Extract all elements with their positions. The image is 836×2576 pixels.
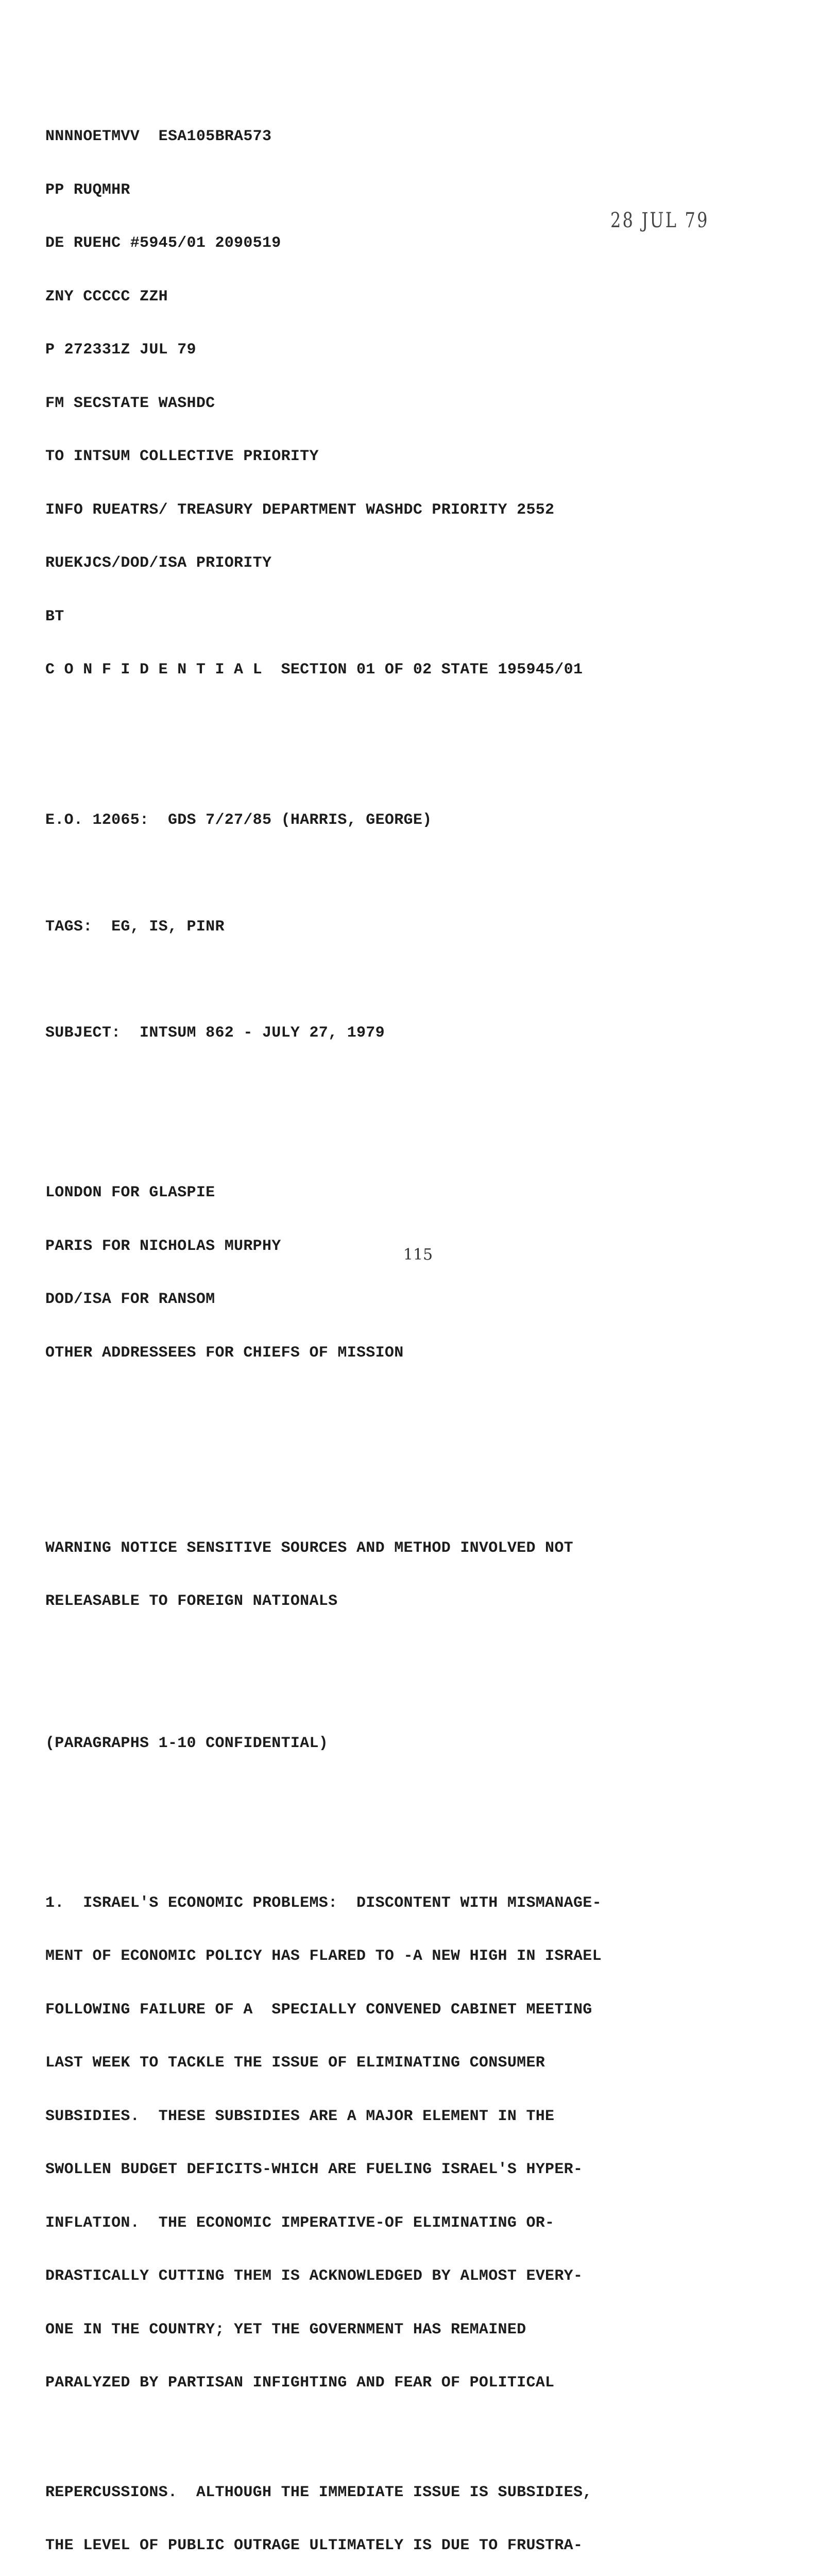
classification-line: C O N F I D E N T I A L SECTION 01 OF 02 STATE 195945/01	[45, 661, 797, 679]
paragraph-1	[45, 1859, 797, 2576]
warning-notice	[45, 1504, 797, 1646]
warning-line: RELEASABLE TO FOREIGN NATIONALS	[45, 1592, 797, 1611]
eo-line: E.O. 12065: GDS 7/27/85 (HARRIS, GEORGE)	[45, 811, 797, 829]
addressee-line: LONDON FOR GLASPIE	[45, 1184, 797, 1202]
body-line: MENT OF ECONOMIC POLICY HAS FLARED TO -A NEW HIGH IN ISRAEL	[45, 1947, 797, 1965]
cable-text	[45, 57, 797, 2576]
routing-header	[45, 92, 797, 715]
body-line: SUBSIDIES. THESE SUBSIDIES ARE A MAJOR ELEMENT IN THE	[45, 2108, 797, 2126]
body-line: SWOLLEN BUDGET DEFICITS-WHICH ARE FUELING ISRAEL'S HYPER-	[45, 2161, 797, 2179]
body-line: FOLLOWING FAILURE OF A SPECIALLY CONVENED CABINET MEETING	[45, 2001, 797, 2019]
page-number: 115	[0, 1246, 836, 1264]
addressee-line: DOD/ISA FOR RANSOM	[45, 1291, 797, 1309]
header-line: ZNY CCCCC ZZH	[45, 288, 797, 306]
tags-line: TAGS: EG, IS, PINR	[45, 918, 797, 936]
body-line: PARALYZED BY PARTISAN INFIGHTING AND FEAR OF POLITICAL	[45, 2374, 797, 2392]
addressee-line: OTHER ADDRESSEES FOR CHIEFS OF MISSION	[45, 1344, 797, 1362]
subject-line: SUBJECT: INTSUM 862 - JULY 27, 1979	[45, 1024, 797, 1042]
header-line: RUEKJCS/DOD/ISA PRIORITY	[45, 554, 797, 572]
date-handstamp: 28 JUL 79	[610, 209, 709, 232]
body-line: ONE IN THE COUNTRY; YET THE GOVERNMENT HAS REMAINED	[45, 2321, 797, 2339]
header-line: TO INTSUM COLLECTIVE PRIORITY	[45, 448, 797, 466]
header-line: NNNNOETMVV ESA105BRA573	[45, 128, 797, 146]
paragraph-classification: (PARAGRAPHS 1-10 CONFIDENTIAL)	[45, 1735, 797, 1753]
header-line: PP RUQMHR	[45, 181, 797, 199]
warning-line: WARNING NOTICE SENSITIVE SOURCES AND METHOD INVOLVED NOT	[45, 1539, 797, 1557]
header-line: P 272331Z JUL 79	[45, 341, 797, 359]
header-line: FM SECSTATE WASHDC	[45, 395, 797, 413]
body-line: DRASTICALLY CUTTING THEM IS ACKNOWLEDGED BY ALMOST EVERY-	[45, 2267, 797, 2285]
body-line: THE LEVEL OF PUBLIC OUTRAGE ULTIMATELY IS DUE TO FRUSTRA-	[45, 2537, 797, 2555]
body-line: LAST WEEK TO TACKLE THE ISSUE OF ELIMINATING CONSUMER	[45, 2054, 797, 2072]
addressee-list	[45, 1148, 797, 1397]
body-line: INFLATION. THE ECONOMIC IMPERATIVE-OF ELIMINATING OR-	[45, 2214, 797, 2232]
header-line: INFO RUEATRS/ TREASURY DEPARTMENT WASHDC PRIORITY 2552	[45, 501, 797, 519]
addressee-line: PARIS FOR NICHOLAS MURPHY	[45, 1238, 797, 1256]
header-line: BT	[45, 608, 797, 626]
body-line: 1. ISRAEL'S ECONOMIC PROBLEMS: DISCONTENT WITH MISMANAGE-	[45, 1894, 797, 1912]
body-line: REPERCUSSIONS. ALTHOUGH THE IMMEDIATE ISSUE IS SUBSIDIES,	[45, 2484, 797, 2502]
header-line: DE RUEHC #5945/01 2090519	[45, 234, 797, 252]
